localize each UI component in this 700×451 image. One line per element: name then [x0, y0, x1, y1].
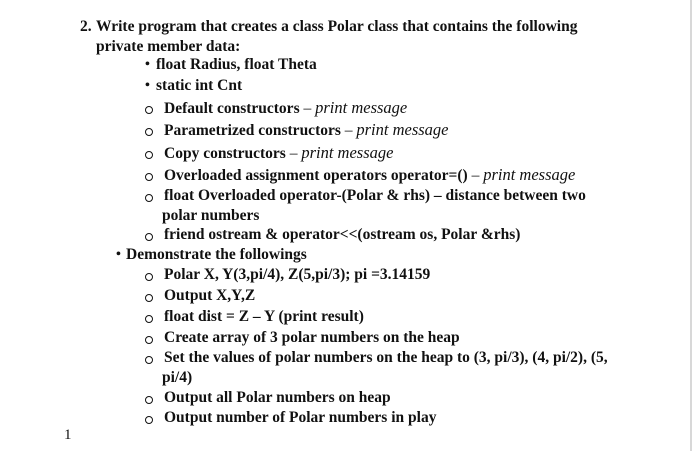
circle-bullet-icon: [145, 233, 153, 241]
circle-bullet-icon: [145, 315, 153, 323]
circle-bullet-icon: [145, 396, 153, 404]
method-item: Parametrized constructors – print message: [164, 120, 449, 139]
demo-item: float dist = Z – Y (print result): [164, 308, 364, 325]
circle-bullet-icon: [145, 173, 153, 181]
question-number: 2.: [80, 18, 92, 35]
bullet-icon: •: [116, 247, 121, 262]
method-item: float Overloaded operator-(Polar & rhs) – distance between two: [164, 187, 586, 204]
bullet-icon: •: [145, 57, 150, 72]
demo-item: Set the values of polar numbers on the heap to (3, pi/3), (4, pi/2), (5,: [164, 349, 608, 366]
circle-bullet-icon: [145, 273, 153, 281]
page-edge: [690, 0, 692, 451]
question-title-line-2: private member data:: [96, 38, 241, 55]
method-item: Overloaded assignment operators operator=() – print message: [164, 165, 576, 184]
circle-bullet-icon: [145, 151, 153, 159]
demo-item: Output all Polar numbers on heap: [164, 389, 391, 406]
circle-bullet-icon: [145, 356, 153, 364]
bullet-icon: •: [145, 78, 150, 93]
demo-item: Output X,Y,Z: [164, 287, 256, 304]
demo-heading: Demonstrate the followings: [126, 246, 307, 263]
member-item: static int Cnt: [156, 77, 243, 94]
circle-bullet-icon: [145, 294, 153, 302]
method-item-continuation: polar numbers: [162, 207, 260, 224]
circle-bullet-icon: [145, 336, 153, 344]
circle-bullet-icon: [145, 194, 153, 202]
method-item: friend ostream & operator<<(ostream os, Polar &rhs): [164, 226, 521, 243]
method-item: Copy constructors – print message: [164, 143, 394, 162]
demo-item: Output number of Polar numbers in play: [164, 409, 437, 426]
demo-item: Polar X, Y(3,pi/4), Z(5,pi/3); pi =3.14159: [164, 266, 431, 283]
method-item: Default constructors – print message: [164, 98, 408, 117]
circle-bullet-icon: [145, 128, 153, 136]
member-item: float Radius, float Theta: [156, 56, 317, 73]
demo-item: Create array of 3 polar numbers on the heap: [164, 329, 460, 346]
demo-item-continuation: pi/4): [162, 369, 193, 386]
circle-bullet-icon: [145, 416, 153, 424]
circle-bullet-icon: [145, 106, 153, 114]
page-number: 1: [64, 427, 72, 443]
question-title-line-1: Write program that creates a class Polar class that contains the following: [96, 18, 578, 35]
